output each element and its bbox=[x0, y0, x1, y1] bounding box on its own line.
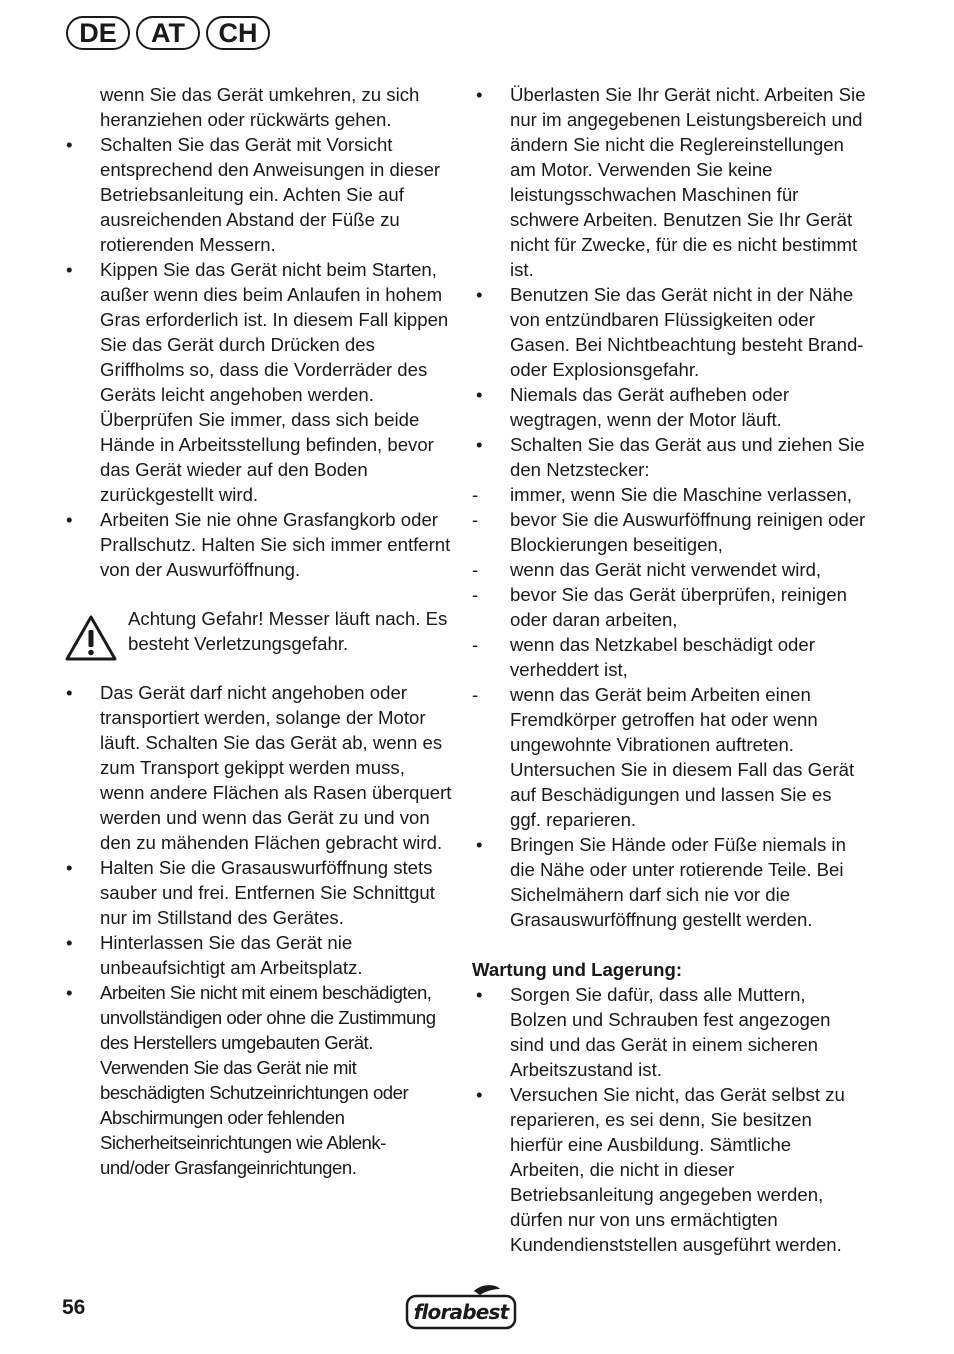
list-item-text: Kippen Sie das Gerät nicht beim Starten, außer wenn dies beim Anlaufen in hohem Gras erforderlich ist. In diesem Fall kippen Sie das Gerät durch Drücken des Griffholms so, dass die Vorderräder des Geräts leicht angehoben werden. Überprüfen Sie immer, dass sich beide Hände in Arbeitsstellung befinden, bevor das Gerät wieder auf den Boden zurückgestellt wird. bbox=[100, 259, 449, 505]
list-item bbox=[472, 82, 867, 282]
warning-text: Achtung Gefahr! Messer läuft nach. Es besteht Verletzungsgefahr. bbox=[128, 608, 448, 654]
list-item-text: wenn das Gerät nicht verwendet wird, bbox=[510, 559, 822, 580]
list-item bbox=[472, 832, 867, 932]
list-item-text: Überlasten Sie Ihr Gerät nicht. Arbeiten Sie nur im angegebenen Leistungsbereich und ändern Sie nicht die Reglereinstellungen am Motor. Verwenden Sie keine leistungsschwachen Maschinen für schwere Arbeiten. Benutzen Sie Ihr Gerät nicht für Zwecke, für die es nicht bestimmt ist. bbox=[510, 84, 866, 280]
dash-mark: - bbox=[472, 684, 479, 705]
language-badges bbox=[66, 16, 270, 50]
list-item-text: Versuchen Sie nicht, das Gerät selbst zu reparieren, es sei denn, Sie besitzen hierfür eine Ausbildung. Sämtliche Arbeiten, die nicht in dieser Betriebsanleitung angegeben werden, dürfen nur von uns ermächtigten Kundendienststellen ausgeführt werden. bbox=[510, 1084, 845, 1255]
bullet-mark: • bbox=[66, 134, 73, 155]
list-item-text: Das Gerät darf nicht angehoben oder transportiert werden, solange der Motor läuft. Schalten Sie das Gerät ab, wenn es zum Transport gekippt werden muss, wenn andere Flächen als Rasen überquert werden und wenn das Gerät zu und von den zu mähenden Flächen gebracht wird. bbox=[100, 682, 452, 853]
sub-list-item bbox=[472, 582, 867, 632]
language-badge-ch: CH bbox=[206, 16, 270, 50]
right-column bbox=[472, 82, 867, 1257]
list-item bbox=[62, 507, 452, 582]
list-item-text: bevor Sie die Auswurföffnung reinigen oder Blockierungen beseitigen, bbox=[510, 509, 866, 555]
bullet-mark: • bbox=[66, 259, 73, 280]
sub-list-item bbox=[472, 482, 867, 507]
bullet-mark: • bbox=[476, 434, 483, 455]
dash-mark: - bbox=[472, 634, 479, 655]
left-column bbox=[62, 82, 452, 1180]
list-item bbox=[472, 282, 867, 382]
list-item-text: Bringen Sie Hände oder Füße niemals in die Nähe oder unter rotierende Teile. Bei Sichelmähern darf sich nie vor die Grasauswurföffnung gestellt werden. bbox=[510, 834, 846, 930]
bullet-mark: • bbox=[66, 509, 73, 530]
list-item-text: Arbeiten Sie nicht mit einem beschädigten, unvollständigen oder ohne die Zustimmung des Herstellers umgebauten Gerät. Verwenden Sie das Gerät nie mit beschädigten Schutzeinrichtungen oder Abschirmungen oder fehlenden Sicherheitseinrichtungen wie Ablenk- und/oder Grasfangeinrichtungen. bbox=[100, 982, 436, 1178]
list-item bbox=[62, 257, 452, 507]
bullet-mark: • bbox=[66, 982, 73, 1003]
bullet-mark: • bbox=[476, 984, 483, 1005]
sub-list-item bbox=[472, 507, 867, 557]
list-item-text: Schalten Sie das Gerät mit Vorsicht entsprechend den Anweisungen in dieser Betriebsanleitung ein. Achten Sie auf ausreichenden Abstand der Füße zu rotierenden Messern. bbox=[100, 134, 441, 255]
bullet-mark: • bbox=[476, 384, 483, 405]
list-item-text: Hinterlassen Sie das Gerät nie unbeaufsichtigt am Arbeitsplatz. bbox=[100, 932, 363, 978]
list-item bbox=[62, 132, 452, 257]
list-item-text: immer, wenn Sie die Maschine verlassen, bbox=[510, 484, 853, 505]
list-item bbox=[472, 1082, 867, 1257]
list-item-text: bevor Sie das Gerät überprüfen, reinigen oder daran arbeiten, bbox=[510, 584, 847, 630]
list-item-text: Sorgen Sie dafür, dass alle Muttern, Bolzen und Schrauben fest angezogen sind und das Gerät in einem sicheren Arbeitszustand ist. bbox=[510, 984, 831, 1080]
list-item bbox=[62, 930, 452, 980]
bullet-mark: • bbox=[476, 84, 483, 105]
sub-list-item bbox=[472, 682, 867, 832]
bullet-mark: • bbox=[476, 834, 483, 855]
warning-triangle-icon bbox=[64, 614, 118, 662]
list-item bbox=[472, 432, 867, 482]
list-item-text: Arbeiten Sie nie ohne Grasfangkorb oder Prallschutz. Halten Sie sich immer entfernt von der Auswurföffnung. bbox=[100, 509, 451, 580]
language-badge-de: DE bbox=[66, 16, 130, 50]
list-item bbox=[62, 855, 452, 930]
list-item-text: Benutzen Sie das Gerät nicht in der Nähe von entzündbaren Flüssigkeiten oder Gasen. Bei Nichtbeachtung besteht Brand- oder Explosionsgefahr. bbox=[510, 284, 864, 380]
dash-mark: - bbox=[472, 484, 479, 505]
list-item-text: Halten Sie die Grasauswurföffnung stets sauber und frei. Entfernen Sie Schnittgut nur im Stillstand des Gerätes. bbox=[100, 857, 435, 928]
section-heading: Wartung und Lagerung: bbox=[472, 959, 683, 980]
list-item-text: wenn das Gerät beim Arbeiten einen Fremdkörper getroffen hat oder wenn ungewohnte Vibrationen auftreten. Untersuchen Sie in diesem Fall das Gerät auf Beschädigungen und lassen Sie es ggf. reparieren. bbox=[510, 684, 855, 830]
dash-mark: - bbox=[472, 584, 479, 605]
list-item-text: Schalten Sie das Gerät aus und ziehen Sie den Netzstecker: bbox=[510, 434, 865, 480]
bullet-mark: • bbox=[66, 857, 73, 878]
bullet-mark: • bbox=[66, 682, 73, 703]
sub-list-item bbox=[472, 557, 867, 582]
dash-mark: - bbox=[472, 559, 479, 580]
sub-list-item bbox=[472, 632, 867, 682]
florabest-logo bbox=[404, 1283, 518, 1331]
page-number: 56 bbox=[62, 1296, 86, 1319]
list-item bbox=[62, 980, 452, 1180]
svg-text:florabest: florabest bbox=[413, 1300, 509, 1324]
warning-notice bbox=[62, 606, 452, 656]
list-item bbox=[472, 382, 867, 432]
language-badge-at: AT bbox=[136, 16, 200, 50]
list-item bbox=[62, 680, 452, 855]
list-item-text: wenn das Netzkabel beschädigt oder verheddert ist, bbox=[510, 634, 815, 680]
continued-paragraph: wenn Sie das Gerät umkehren, zu sich heranziehen oder rückwärts gehen. bbox=[100, 84, 420, 130]
bullet-mark: • bbox=[66, 932, 73, 953]
dash-mark: - bbox=[472, 509, 479, 530]
list-item-text: Niemals das Gerät aufheben oder wegtragen, wenn der Motor läuft. bbox=[510, 384, 790, 430]
bullet-mark: • bbox=[476, 1084, 483, 1105]
list-item bbox=[472, 982, 867, 1082]
bullet-mark: • bbox=[476, 284, 483, 305]
